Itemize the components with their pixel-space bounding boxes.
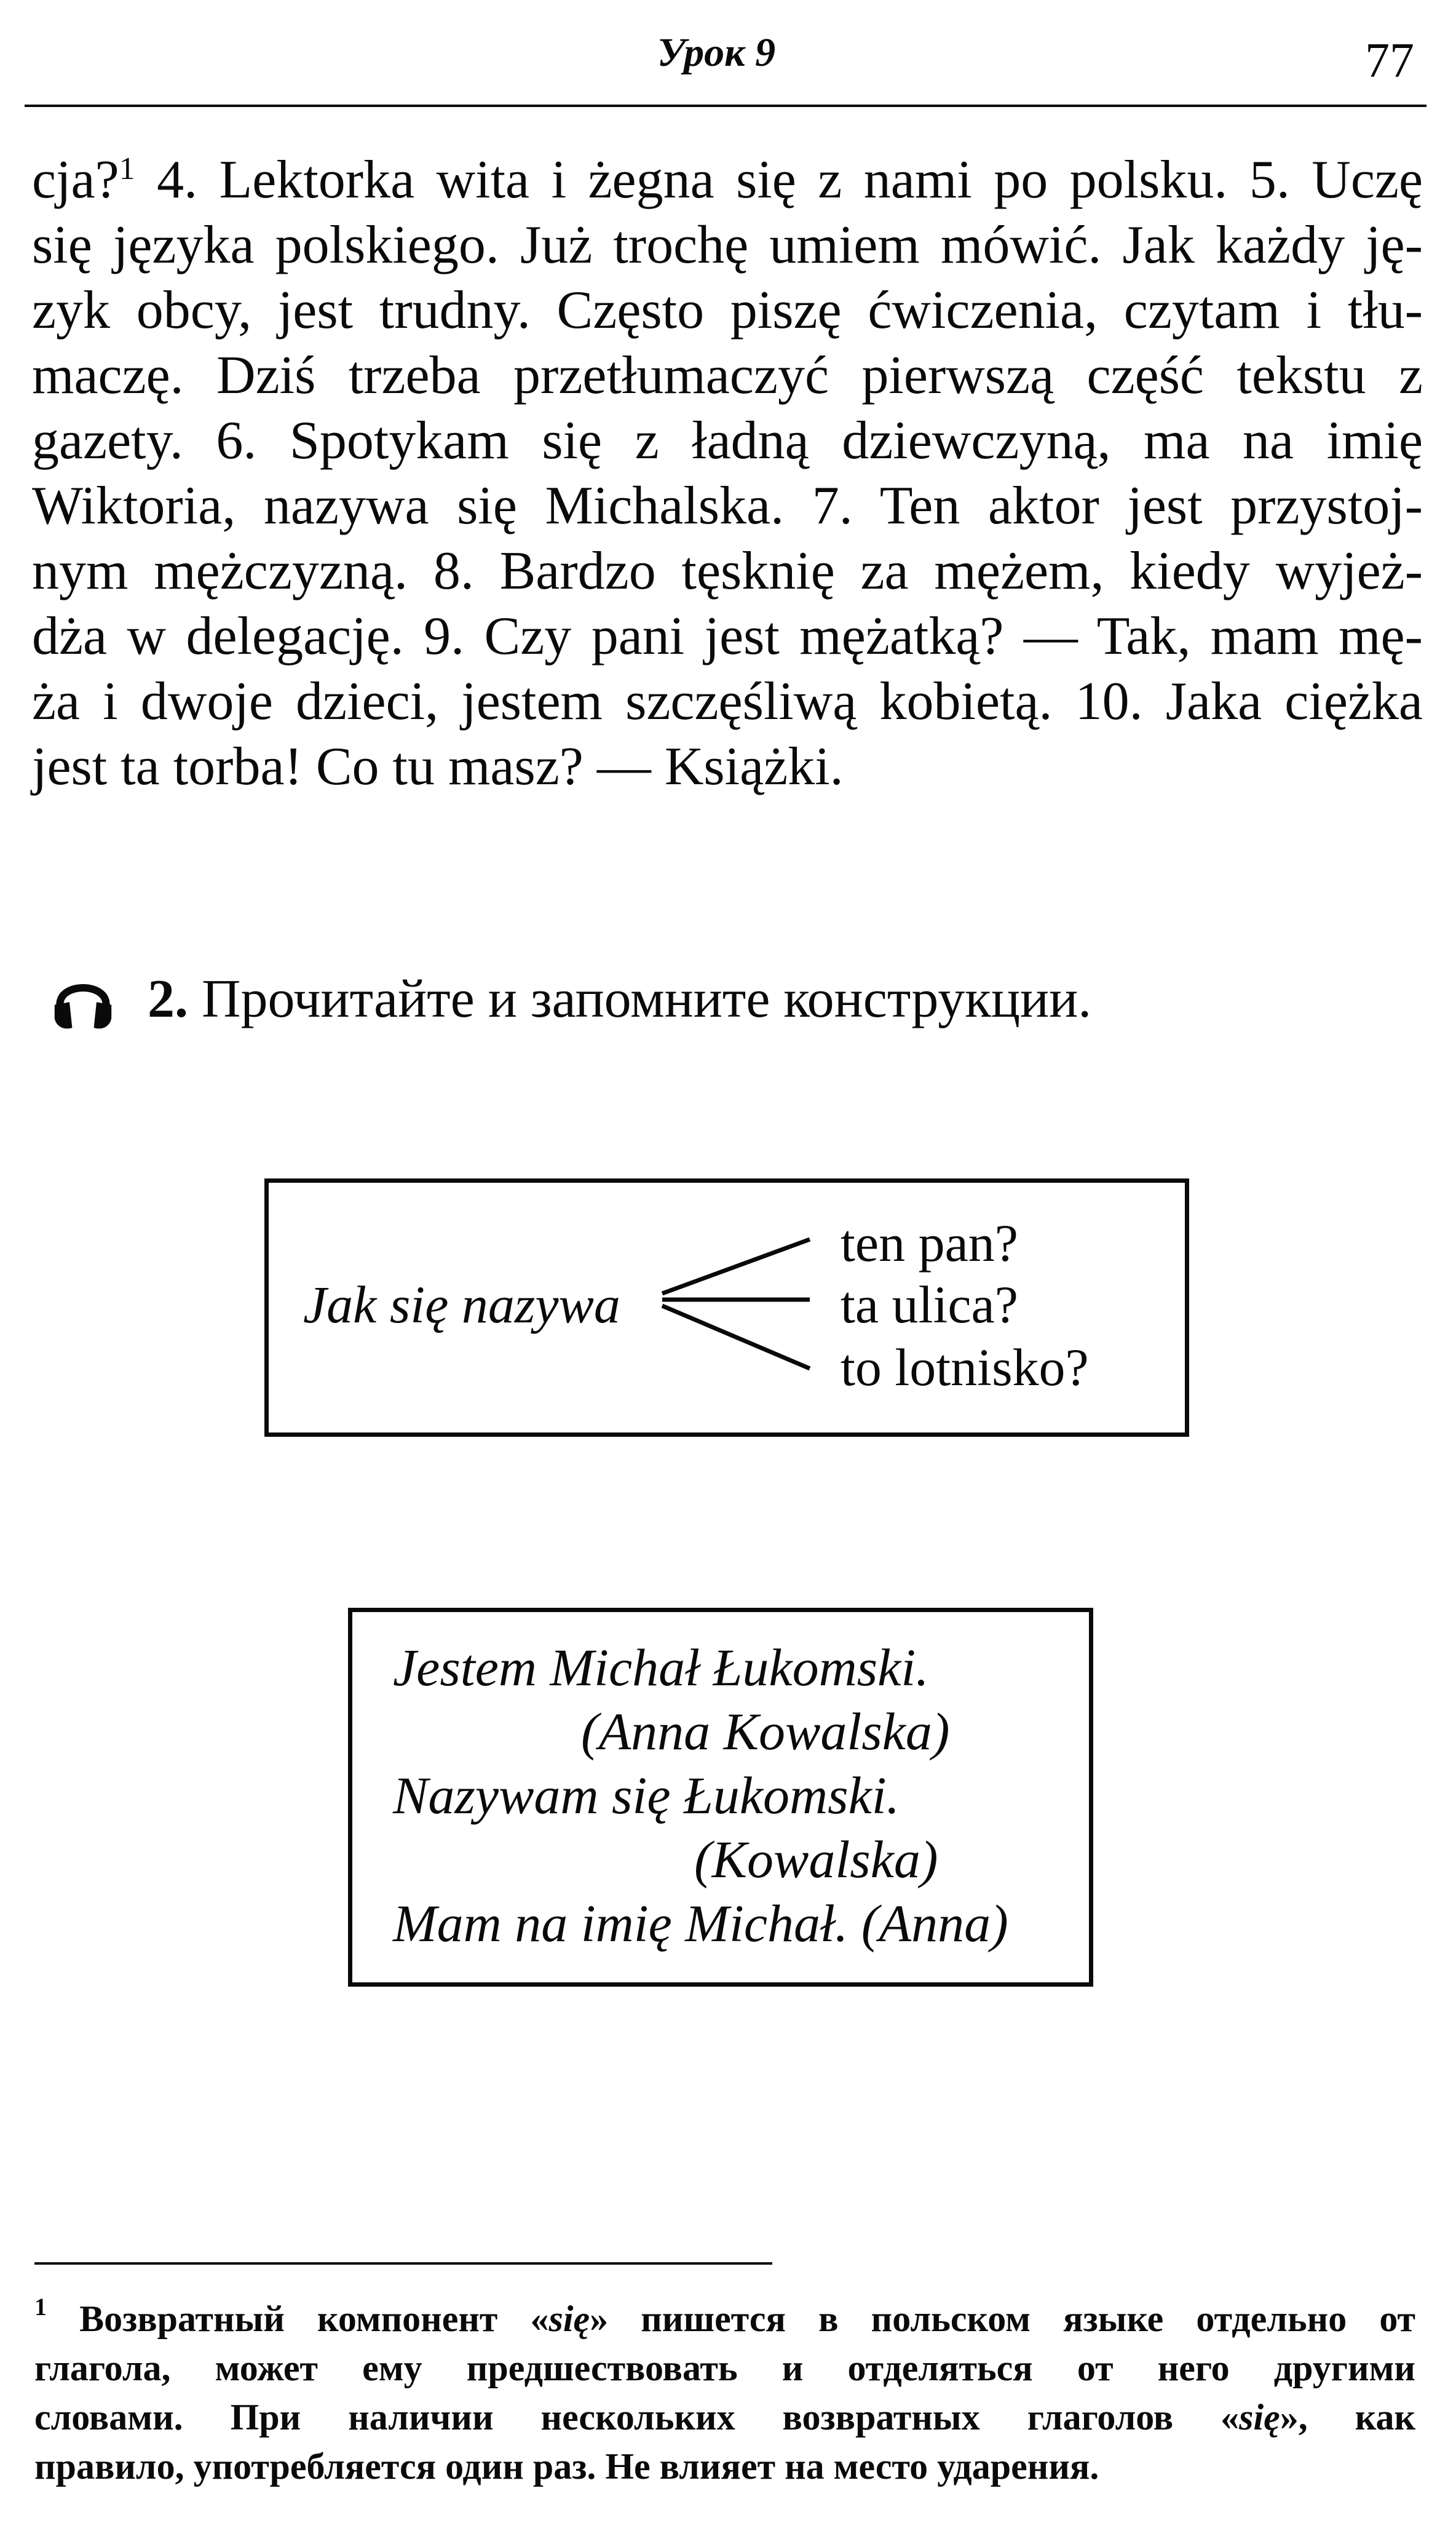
- footnote: [34, 2294, 1415, 2491]
- text-line: maczę. Dziś trzeba przetłumaczyć pierwszą część tekstu z: [32, 346, 1423, 405]
- example-line: Jestem Michał Łukomski.: [393, 1638, 929, 1697]
- headphones-icon: [49, 967, 117, 1035]
- construction-box-introduction: [348, 1608, 1093, 1987]
- construction-option: ten pan?: [841, 1214, 1018, 1273]
- text-line: dża w delegację. 9. Czy pani jest mężatką? — Tak, mam mę-: [32, 606, 1423, 666]
- text-line: nym mężczyzną. 8. Bardzo tęsknię za mężem, kiedy wyjeż-: [32, 541, 1423, 601]
- example-line: (Kowalska): [694, 1830, 938, 1889]
- example-line: Mam na imię Michał. (Anna): [393, 1894, 1008, 1953]
- text-line: ża i dwoje dzieci, jestem szczęśliwą kobietą. 10. Jaka ciężka: [32, 672, 1423, 731]
- example-line: Nazywam się Łukomski.: [393, 1766, 900, 1825]
- footnote-text: словами. При наличии нескольких возвратных глаголов «: [34, 2397, 1240, 2438]
- footnote-marker: 1: [34, 2293, 47, 2321]
- text-line-start: cja?: [32, 150, 119, 210]
- text-line-end: 4. Lektorka wita i żegna się z nami po polsku. 5. Uczę: [135, 150, 1423, 210]
- footnote-line: правило, употребляется один раз. Не влияет на место ударения.: [34, 2446, 1099, 2487]
- text-line: się języka polskiego. Już trochę umiem mówić. Jak każdy ję-: [32, 215, 1423, 275]
- footnote-line: [34, 2294, 1415, 2343]
- page-number: 77: [1365, 34, 1414, 88]
- text-line: Wiktoria, nazywa się Michalska. 7. Ten aktor jest przystoj-: [32, 476, 1423, 536]
- footnote-text: » пишется в польском языке отдельно от: [590, 2299, 1415, 2339]
- construction-option: to lotnisko?: [841, 1338, 1089, 1397]
- text-line: zyk obcy, jest trudny. Często piszę ćwiczenia, czytam i tłu-: [32, 280, 1423, 340]
- footnote-line: [34, 2393, 1415, 2442]
- text-line: gazety. 6. Spotykam się z ładną dziewczyną, ma na imię: [32, 411, 1423, 471]
- branch-lines: [656, 1207, 816, 1404]
- footnote-text: Возвратный компонент «: [47, 2299, 549, 2339]
- construction-option: ta ulica?: [841, 1275, 1018, 1334]
- footnote-term: się: [1239, 2397, 1280, 2438]
- text-line: [32, 148, 1423, 213]
- footnote-term: się: [548, 2299, 590, 2339]
- footnote-text: », как: [1280, 2397, 1416, 2438]
- footnote-reference: 1: [119, 151, 135, 186]
- exercise-heading-row: [49, 960, 1402, 1046]
- exercise-number: 2.: [148, 969, 188, 1029]
- exercise-text: Прочитайте и запомните конструкции.: [202, 969, 1092, 1029]
- lesson-title: Урок 9: [657, 30, 776, 75]
- header-rule: [25, 105, 1426, 107]
- text-line: jest ta torba! Co tu masz? — Książki.: [32, 737, 844, 797]
- running-header: [0, 25, 1456, 88]
- body-paragraph: [32, 148, 1423, 800]
- footnote-line: глагола, может ему предшествовать и отделяться от него другими: [34, 2348, 1415, 2388]
- exercise-instruction: [148, 966, 1091, 1033]
- construction-lead-phrase: Jak się nazywa: [303, 1275, 620, 1334]
- example-line: (Anna Kowalska): [581, 1702, 950, 1761]
- construction-box-nazywa: [264, 1178, 1189, 1437]
- footnote-separator: [34, 2262, 772, 2265]
